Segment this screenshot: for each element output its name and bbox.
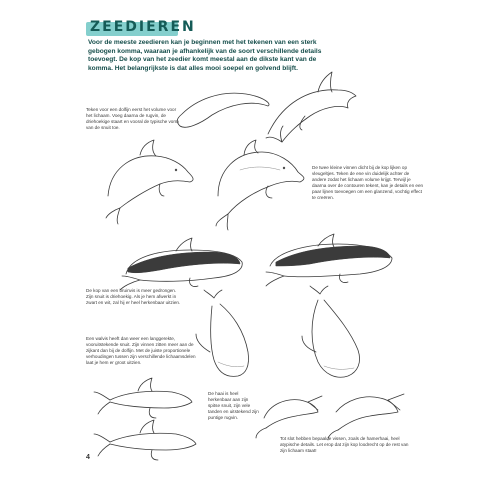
hammerhead-right-sketch	[328, 394, 404, 440]
porpoise-left-sketch	[120, 238, 242, 290]
note-porpoise-head: De kop van een bruinvis is meer gedrongen. Zijn snuit is driehoekig. Als je hem afwerkt in zwart en wit, zal hij er heel herkenbaar uitzien.	[86, 288, 181, 306]
dolphin-centre-sketch	[216, 140, 304, 230]
page-number: 4	[86, 454, 90, 461]
note-whale-snout: Een walvis heeft dan weer een langgerekte, vooruitstekende snuit. Zijn vinnen zitten meer aan de zijkant dan bij de dolfijn. Met de juiste proportionele verhoudingen tussen zijn verschillende lichaamsdelen laat je hem er groot uitzien.	[86, 336, 196, 366]
note-dolphin-fins: De twee kleine vinnen dicht bij de kop lijken op vleugeltjes. Teken de ene vin duidelijk achter de andere zodat het lichaam volume krijgt. Terwijl je daarna over de contouren tekent, kan je details en een paar lijnen toevoegen om een glanzend, vochtig effect te creëren.	[312, 165, 424, 201]
porpoise-right-sketch	[266, 234, 392, 286]
page-title: ZEEDIEREN	[90, 19, 196, 35]
whale-right-sketch	[302, 286, 360, 377]
shark-bottom-sketch	[94, 420, 196, 460]
shark-top-sketch	[94, 378, 192, 418]
note-dolphin-body: Teken voor een dolfijn eerst het volume voor het lichaam. Voeg daarna de rugvin, de driehoekige staart en vooral de typische vorm van de snuit toe.	[86, 107, 179, 131]
dolphin-left-sketch	[106, 140, 193, 224]
note-shark: De haai is heel herkenbaar aan zijn spitse snuit, zijn vele tanden en uitstekend zijn puntige rugvin.	[208, 391, 259, 421]
whale-centre-sketch	[196, 290, 249, 376]
note-hammerhead: Tot slot hebben bepaalde vissen, zoals de hamerhaai, heel atypische details. Let erop dat zijn kop loodrecht op de rest van zijn lichaam staat!	[280, 436, 409, 454]
hammerhead-left-sketch	[256, 396, 322, 438]
intro-paragraph: Voor de meeste zeedieren kan je beginnen met het tekenen van een sterk gebogen komma, waaraan je afhankelijk van de soort verschillende details toevoegt. De kop van het zeedier komt meestal aan de dikste kant van de komma. Het belangrijkste is dat alles mooi soepel en golvend blijft.	[88, 39, 322, 73]
comma-sketch	[177, 93, 269, 127]
dolphin-outline-sketch	[266, 72, 356, 142]
